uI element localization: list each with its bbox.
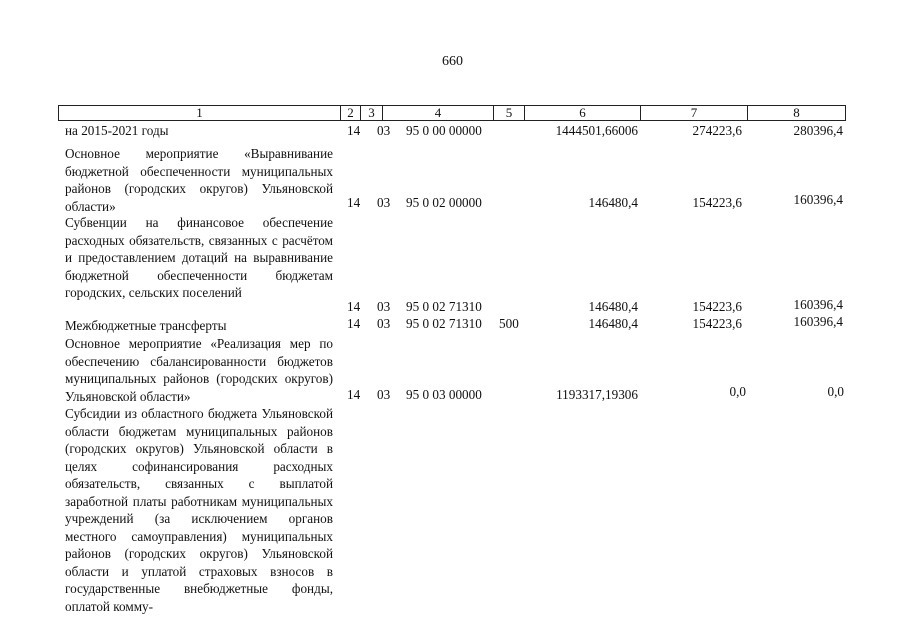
cell-amount-2021: 0,0 [827, 384, 844, 399]
row-desc: Субвенции на финансовое обеспечение расходных обязательств, связанных с расчётом и предоставлением дотаций на выравнивание бюджетной обеспеченности бюджетам городских, сельских поселений [65, 215, 333, 300]
row-desc: Межбюджетные трансферты [65, 318, 227, 333]
cell-amount-2019: 146480,4 [588, 195, 638, 210]
cell-subsection: 03 [377, 299, 391, 314]
cell-target-code: 95 0 02 00000 [406, 195, 482, 210]
cell-target-code: 95 0 02 71310 [406, 316, 482, 331]
cell-amount-2020: 154223,6 [692, 316, 742, 331]
row-desc: Основное мероприятие «Выравнивание бюджетной обеспеченности муниципальных районов (городских округов) Ульяновской области» [65, 146, 333, 214]
cell-amount-2021: 160396,4 [793, 297, 843, 312]
row-desc: на 2015-2021 годы [65, 123, 169, 138]
cell-amount-2021: 160396,4 [793, 314, 843, 329]
cell-amount-2021: 160396,4 [793, 192, 843, 207]
header-col-2: 2 [340, 106, 360, 120]
cell-amount-2019: 146480,4 [588, 316, 638, 331]
header-col-8: 8 [747, 106, 845, 120]
cell-subsection: 03 [377, 316, 391, 331]
cell-section: 14 [347, 387, 361, 402]
cell-expense-type: 500 [499, 316, 519, 331]
cell-subsection: 03 [377, 387, 391, 402]
header-col-1: 1 [196, 105, 203, 120]
header-col-7: 7 [640, 106, 747, 120]
cell-target-code: 95 0 02 71310 [406, 299, 482, 314]
cell-amount-2019: 1444501,66006 [555, 123, 638, 138]
header-col-4: 4 [382, 106, 493, 120]
row-desc: Субсидии из областного бюджета Ульяновской области бюджетам муниципальных районов (городских округов) Ульяновской области в целях софинансирования расходных обязательств, связанных с выплатой заработной платы работникам муниципальных учреждений (за исключением органов местного самоуправления) муниципальных районов (городских округов) Ульяновской области и уплатой страховых взносов в государственные внебюджетные фонды, оплатой комму- [65, 406, 333, 614]
cell-target-code: 95 0 03 00000 [406, 387, 482, 402]
cell-section: 14 [347, 316, 361, 331]
cell-amount-2020: 154223,6 [692, 299, 742, 314]
cell-section: 14 [347, 195, 361, 210]
cell-section: 14 [347, 299, 361, 314]
table-header [58, 105, 846, 121]
cell-amount-2020: 0,0 [729, 384, 746, 399]
header-col-6: 6 [524, 106, 640, 120]
header-col-5: 5 [493, 106, 524, 120]
cell-section: 14 [347, 123, 361, 138]
cell-amount-2020: 154223,6 [692, 195, 742, 210]
header-col-3: 3 [360, 106, 382, 120]
row-desc: Основное мероприятие «Реализация мер по обеспечению сбалансированности бюджетов муниципальных районов (городских округов) Ульяновской области» [65, 336, 333, 404]
page-number: 660 [442, 54, 463, 69]
cell-subsection: 03 [377, 195, 391, 210]
cell-amount-2019: 146480,4 [588, 299, 638, 314]
cell-amount-2019: 1193317,19306 [556, 387, 638, 402]
cell-subsection: 03 [377, 123, 391, 138]
cell-target-code: 95 0 00 00000 [406, 123, 482, 138]
cell-amount-2020: 274223,6 [692, 123, 742, 138]
cell-amount-2021: 280396,4 [793, 123, 843, 138]
